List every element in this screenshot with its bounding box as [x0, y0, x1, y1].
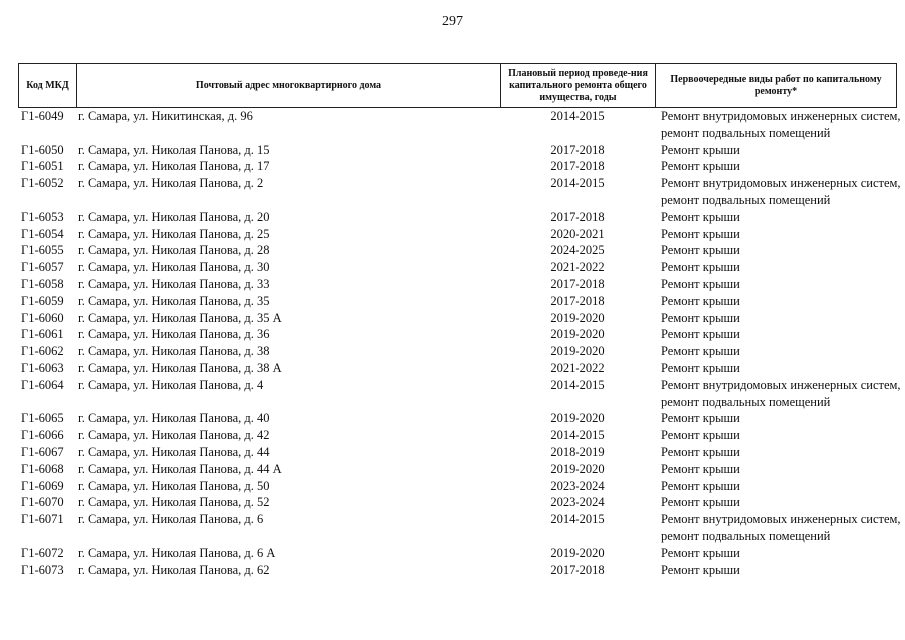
cell-works [655, 293, 895, 310]
works-line: Ремонт крыши [661, 243, 740, 258]
cell-address: г. Самара, ул. Николая Панова, д. 52 [78, 495, 270, 510]
table-row [18, 108, 901, 142]
works-line: Ремонт крыши [661, 226, 740, 241]
cell-works [655, 175, 901, 209]
cell-address: г. Самара, ул. Николая Панова, д. 44 [78, 444, 270, 459]
cell-period: 2014-2015 [550, 109, 605, 123]
cell-code: Г1-6054 [21, 226, 64, 241]
table-row [18, 310, 897, 327]
cell-code: Г1-6073 [21, 562, 64, 577]
cell-address: г. Самара, ул. Николая Панова, д. 17 [78, 159, 270, 174]
cell-period: 2023-2024 [550, 478, 605, 493]
cell-works [655, 108, 901, 142]
works-line: Ремонт крыши [661, 478, 740, 493]
cell-address: г. Самара, ул. Николая Панова, д. 20 [78, 209, 270, 224]
cell-period: 2017-2018 [550, 276, 605, 291]
cell-code: Г1-6060 [21, 310, 64, 325]
table-row [18, 377, 901, 411]
cell-period: 2017-2018 [550, 209, 605, 224]
cell-period: 2014-2015 [550, 512, 605, 527]
cell-code: Г1-6072 [21, 545, 64, 560]
cell-period: 2014-2015 [550, 377, 605, 392]
cell-period: 2017-2018 [550, 562, 605, 577]
table-row [18, 511, 901, 545]
works-line: Ремонт крыши [661, 260, 740, 275]
table-row [18, 360, 897, 377]
cell-code: Г1-6063 [21, 360, 64, 375]
table-row [18, 175, 901, 209]
table-row [18, 562, 897, 579]
cell-address: г. Самара, ул. Николая Панова, д. 4 [78, 377, 264, 392]
table-row [18, 158, 897, 175]
table-row [18, 461, 897, 478]
cell-works [655, 226, 895, 243]
cell-code: Г1-6066 [21, 428, 64, 443]
cell-code: Г1-6061 [21, 327, 64, 342]
header-works: Первоочередные виды работ по капитальному ремонту* [670, 73, 882, 97]
cell-works [655, 276, 895, 293]
cell-address: г. Самара, ул. Николая Панова, д. 62 [78, 562, 270, 577]
cell-period: 2014-2015 [550, 176, 605, 191]
header-code: Код МКД [19, 64, 77, 107]
cell-works [655, 158, 895, 175]
cell-address: г. Самара, ул. Николая Панова, д. 38 А [78, 360, 282, 375]
works-line: Ремонт крыши [661, 344, 740, 359]
cell-address: г. Самара, ул. Николая Панова, д. 50 [78, 478, 270, 493]
cell-works [655, 444, 895, 461]
cell-address: г. Самара, ул. Николая Панова, д. 25 [78, 226, 270, 241]
cell-code: Г1-6062 [21, 344, 64, 359]
table-row [18, 410, 897, 427]
cell-code: Г1-6069 [21, 478, 64, 493]
works-line: Ремонт внутридомовых инженерных систем, [661, 109, 901, 123]
cell-address: г. Самара, ул. Николая Панова, д. 44 А [78, 461, 282, 476]
works-line: Ремонт крыши [661, 327, 740, 342]
cell-code: Г1-6071 [21, 512, 64, 527]
cell-code: Г1-6051 [21, 159, 64, 174]
cell-address: г. Самара, ул. Николая Панова, д. 38 [78, 344, 270, 359]
cell-works [655, 410, 895, 427]
cell-period: 2014-2015 [550, 428, 605, 443]
cell-period: 2020-2021 [550, 226, 605, 241]
cell-works [655, 494, 895, 511]
table-row [18, 343, 897, 360]
works-line: Ремонт внутридомовых инженерных систем, [661, 176, 901, 191]
cell-address: г. Самара, ул. Николая Панова, д. 15 [78, 142, 270, 157]
table-row [18, 444, 897, 461]
cell-period: 2019-2020 [550, 411, 605, 426]
works-line: Ремонт внутридомовых инженерных систем, [661, 377, 901, 392]
works-line: Ремонт крыши [661, 444, 740, 459]
table-row [18, 427, 897, 444]
cell-period: 2019-2020 [550, 327, 605, 342]
cell-code: Г1-6058 [21, 276, 64, 291]
table-row [18, 545, 897, 562]
cell-period: 2019-2020 [550, 344, 605, 359]
table-row [18, 209, 897, 226]
cell-code: Г1-6064 [21, 377, 64, 392]
cell-works [655, 377, 901, 411]
cell-period: 2019-2020 [550, 310, 605, 325]
table-row [18, 478, 897, 495]
table-row [18, 494, 897, 511]
cell-works [655, 343, 895, 360]
cell-code: Г1-6070 [21, 495, 64, 510]
table-body [18, 108, 901, 578]
cell-period: 2017-2018 [550, 293, 605, 308]
cell-period: 2017-2018 [550, 159, 605, 174]
cell-period: 2021-2022 [550, 260, 605, 275]
cell-period: 2024-2025 [550, 243, 605, 258]
works-line: Ремонт крыши [661, 209, 740, 224]
cell-code: Г1-6055 [21, 243, 64, 258]
table-row [18, 326, 897, 343]
cell-works [655, 427, 895, 444]
cell-address: г. Самара, ул. Николая Панова, д. 30 [78, 260, 270, 275]
cell-period: 2019-2020 [550, 461, 605, 476]
cell-code: Г1-6065 [21, 411, 64, 426]
works-line: Ремонт крыши [661, 428, 740, 443]
works-line: Ремонт крыши [661, 276, 740, 291]
cell-code: Г1-6067 [21, 444, 64, 459]
works-line: Ремонт крыши [661, 562, 740, 577]
cell-address: г. Самара, ул. Николая Панова, д. 33 [78, 276, 270, 291]
table-row [18, 276, 897, 293]
works-line: Ремонт крыши [661, 495, 740, 510]
cell-address: г. Самара, ул. Николая Панова, д. 35 [78, 293, 270, 308]
cell-code: Г1-6050 [21, 142, 64, 157]
cell-works [655, 562, 895, 579]
works-line: ремонт подвальных помещений [661, 394, 831, 409]
cell-code: Г1-6053 [21, 209, 64, 224]
works-line: Ремонт внутридомовых инженерных систем, [661, 512, 901, 527]
cell-period: 2017-2018 [550, 142, 605, 157]
cell-address: г. Самара, ул. Николая Панова, д. 42 [78, 428, 270, 443]
cell-code: Г1-6052 [21, 176, 64, 191]
works-line: Ремонт крыши [661, 293, 740, 308]
cell-address: г. Самара, ул. Николая Панова, д. 2 [78, 176, 264, 191]
cell-address: г. Самара, ул. Николая Панова, д. 36 [78, 327, 270, 342]
cell-period: 2021-2022 [550, 360, 605, 375]
cell-code: Г1-6059 [21, 293, 64, 308]
table-row [18, 293, 897, 310]
cell-works [655, 242, 895, 259]
works-line: Ремонт крыши [661, 310, 740, 325]
table-row [18, 242, 897, 259]
cell-works [655, 209, 895, 226]
table-row [18, 142, 897, 159]
works-line: Ремонт крыши [661, 545, 740, 560]
cell-address: г. Самара, ул. Николая Панова, д. 6 А [78, 545, 276, 560]
works-line: ремонт подвальных помещений [661, 192, 831, 207]
header-period: Плановый период проведе-ния капитального ремонта общего имущества, годы [501, 64, 656, 107]
table-row [18, 226, 897, 243]
cell-works [655, 326, 895, 343]
cell-address: г. Самара, ул. Николая Панова, д. 40 [78, 411, 270, 426]
works-line: Ремонт крыши [661, 411, 740, 426]
cell-works [655, 310, 895, 327]
works-line: ремонт подвальных помещений [661, 528, 831, 543]
header-address: Почтовый адрес многоквартирного дома [77, 64, 501, 107]
cell-address: г. Самара, ул. Николая Панова, д. 35 А [78, 310, 282, 325]
cell-works [655, 461, 895, 478]
table-header [18, 63, 897, 108]
works-line: Ремонт крыши [661, 159, 740, 174]
cell-works [655, 478, 895, 495]
works-line: Ремонт крыши [661, 360, 740, 375]
works-line: Ремонт крыши [661, 461, 740, 476]
cell-works [655, 511, 901, 545]
cell-address: г. Самара, ул. Никитинская, д. 96 [78, 109, 253, 123]
cell-period: 2019-2020 [550, 545, 605, 560]
page-number: 297 [442, 14, 463, 29]
cell-code: Г1-6057 [21, 260, 64, 275]
cell-works [655, 360, 895, 377]
cell-code: Г1-6049 [21, 109, 64, 123]
works-line: Ремонт крыши [661, 142, 740, 157]
cell-works [655, 259, 895, 276]
cell-period: 2018-2019 [550, 444, 605, 459]
table-row [18, 259, 897, 276]
cell-address: г. Самара, ул. Николая Панова, д. 28 [78, 243, 270, 258]
works-line: ремонт подвальных помещений [661, 125, 831, 140]
cell-period: 2023-2024 [550, 495, 605, 510]
cell-address: г. Самара, ул. Николая Панова, д. 6 [78, 512, 264, 527]
cell-code: Г1-6068 [21, 461, 64, 476]
cell-works [655, 545, 895, 562]
cell-works [655, 142, 895, 159]
